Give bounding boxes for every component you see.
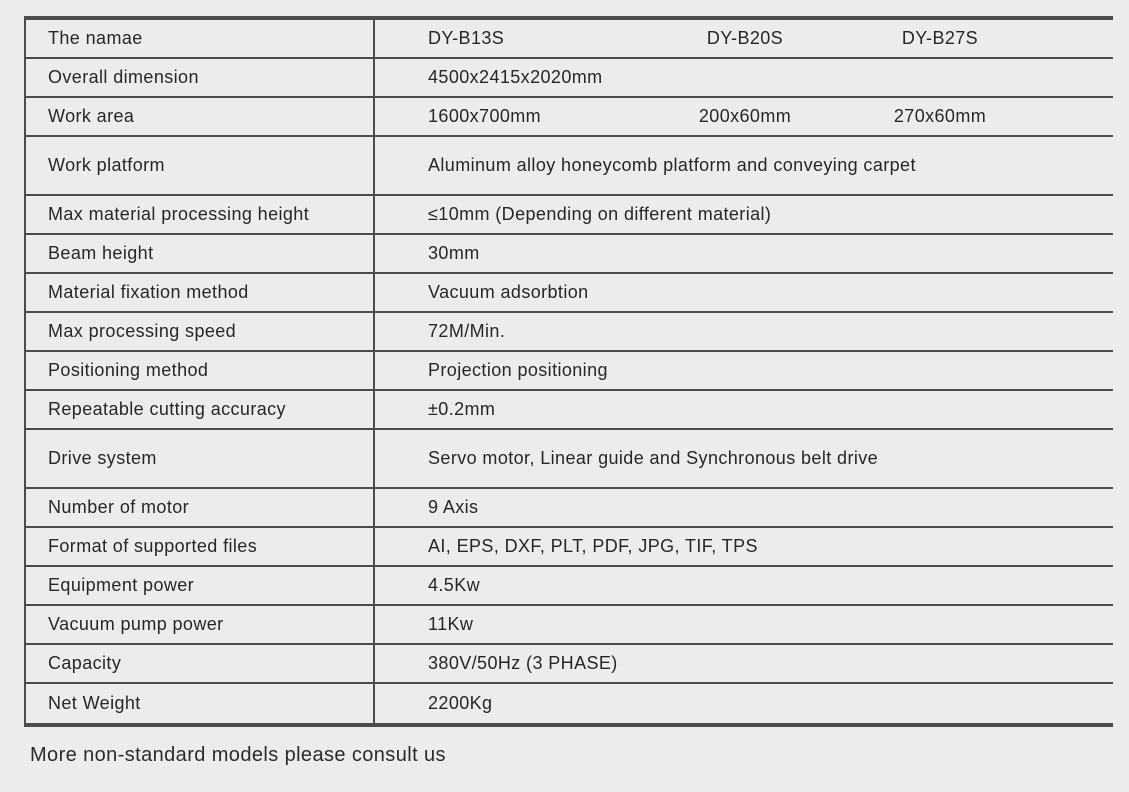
row-value: 380V/50Hz (3 PHASE) bbox=[428, 653, 618, 673]
row-values bbox=[375, 235, 1113, 272]
model-name-1: DY-B13S bbox=[428, 28, 505, 48]
row-value: 1600x700mm bbox=[428, 106, 542, 126]
row-values bbox=[375, 59, 1113, 96]
row-value: AI, EPS, DXF, PLT, PDF, JPG, TIF, TPS bbox=[428, 536, 758, 556]
header-label-cell bbox=[26, 20, 375, 57]
row-values bbox=[375, 98, 1113, 135]
row-value: Aluminum alloy honeycomb platform and conveying carpet bbox=[428, 155, 916, 175]
table-row bbox=[26, 59, 1113, 98]
row-values bbox=[375, 430, 1113, 487]
row-label: Vacuum pump power bbox=[48, 614, 224, 634]
row-values bbox=[375, 352, 1113, 389]
row-label-cell bbox=[26, 313, 375, 350]
row-label: Max processing speed bbox=[48, 321, 237, 341]
table-row bbox=[26, 684, 1113, 723]
row-label: Capacity bbox=[48, 653, 122, 673]
row-label: Max material processing height bbox=[48, 204, 310, 224]
row-label-cell bbox=[26, 235, 375, 272]
header-label: The namae bbox=[48, 28, 143, 48]
row-label-cell bbox=[26, 391, 375, 428]
table-row bbox=[26, 489, 1113, 528]
model-name-3: DY-B27S bbox=[901, 28, 979, 48]
row-label-cell bbox=[26, 352, 375, 389]
spec-table bbox=[24, 16, 1113, 727]
table-row bbox=[26, 98, 1113, 137]
table-row bbox=[26, 235, 1113, 274]
row-label: Format of supported files bbox=[48, 536, 258, 556]
table-row bbox=[26, 430, 1113, 489]
row-values bbox=[375, 567, 1113, 604]
row-label-cell bbox=[26, 274, 375, 311]
row-value: 30mm bbox=[428, 243, 480, 263]
row-label-cell bbox=[26, 137, 375, 194]
table-row bbox=[26, 391, 1113, 430]
table-header-row bbox=[26, 20, 1113, 59]
row-label-cell bbox=[26, 196, 375, 233]
model-name-2: DY-B20S bbox=[706, 28, 784, 48]
row-label: Work area bbox=[48, 106, 135, 126]
row-values bbox=[375, 684, 1113, 723]
row-value: 72M/Min. bbox=[428, 321, 506, 341]
row-label-cell bbox=[26, 684, 375, 723]
table-row bbox=[26, 313, 1113, 352]
row-label: Repeatable cutting accuracy bbox=[48, 399, 286, 419]
row-value: Projection positioning bbox=[428, 360, 608, 380]
table-row bbox=[26, 606, 1113, 645]
row-values bbox=[375, 137, 1113, 194]
row-label-cell bbox=[26, 567, 375, 604]
row-value: 4.5Kw bbox=[428, 575, 481, 595]
row-values bbox=[375, 274, 1113, 311]
table-row bbox=[26, 274, 1113, 313]
row-label-cell bbox=[26, 59, 375, 96]
footer-note: More non-standard models please consult us bbox=[30, 744, 446, 766]
table-row bbox=[26, 352, 1113, 391]
row-label-cell bbox=[26, 98, 375, 135]
row-label-cell bbox=[26, 606, 375, 643]
row-label: Net Weight bbox=[48, 693, 141, 713]
row-label: Equipment power bbox=[48, 575, 195, 595]
row-label: Material fixation method bbox=[48, 282, 249, 302]
table-row bbox=[26, 196, 1113, 235]
row-label: Positioning method bbox=[48, 360, 209, 380]
row-label-cell bbox=[26, 489, 375, 526]
row-label-cell bbox=[26, 528, 375, 565]
row-values bbox=[375, 528, 1113, 565]
table-row bbox=[26, 645, 1113, 684]
row-label-cell bbox=[26, 430, 375, 487]
row-value: 200x60mm bbox=[698, 106, 792, 126]
row-values bbox=[375, 489, 1113, 526]
table-row bbox=[26, 567, 1113, 606]
row-values bbox=[375, 196, 1113, 233]
row-value: Servo motor, Linear guide and Synchronous belt drive bbox=[428, 448, 879, 468]
row-values bbox=[375, 391, 1113, 428]
header-values bbox=[375, 20, 1113, 57]
row-value: ≤10mm (Depending on different material) bbox=[428, 204, 772, 224]
row-label: Drive system bbox=[48, 448, 157, 468]
row-label: Overall dimension bbox=[48, 67, 199, 87]
row-value: 9 Axis bbox=[428, 497, 479, 517]
row-value: Vacuum adsorbtion bbox=[428, 282, 589, 302]
row-value: ±0.2mm bbox=[428, 399, 496, 419]
row-value: 11Kw bbox=[428, 614, 474, 634]
row-label-cell bbox=[26, 645, 375, 682]
row-values bbox=[375, 313, 1113, 350]
row-values bbox=[375, 606, 1113, 643]
row-label: Work platform bbox=[48, 155, 165, 175]
row-label: Beam height bbox=[48, 243, 154, 263]
table-row bbox=[26, 137, 1113, 196]
row-value: 2200Kg bbox=[428, 693, 493, 713]
row-value: 270x60mm bbox=[893, 106, 987, 126]
row-values bbox=[375, 645, 1113, 682]
row-value: 4500x2415x2020mm bbox=[428, 67, 603, 87]
table-row bbox=[26, 528, 1113, 567]
row-label: Number of motor bbox=[48, 497, 190, 517]
